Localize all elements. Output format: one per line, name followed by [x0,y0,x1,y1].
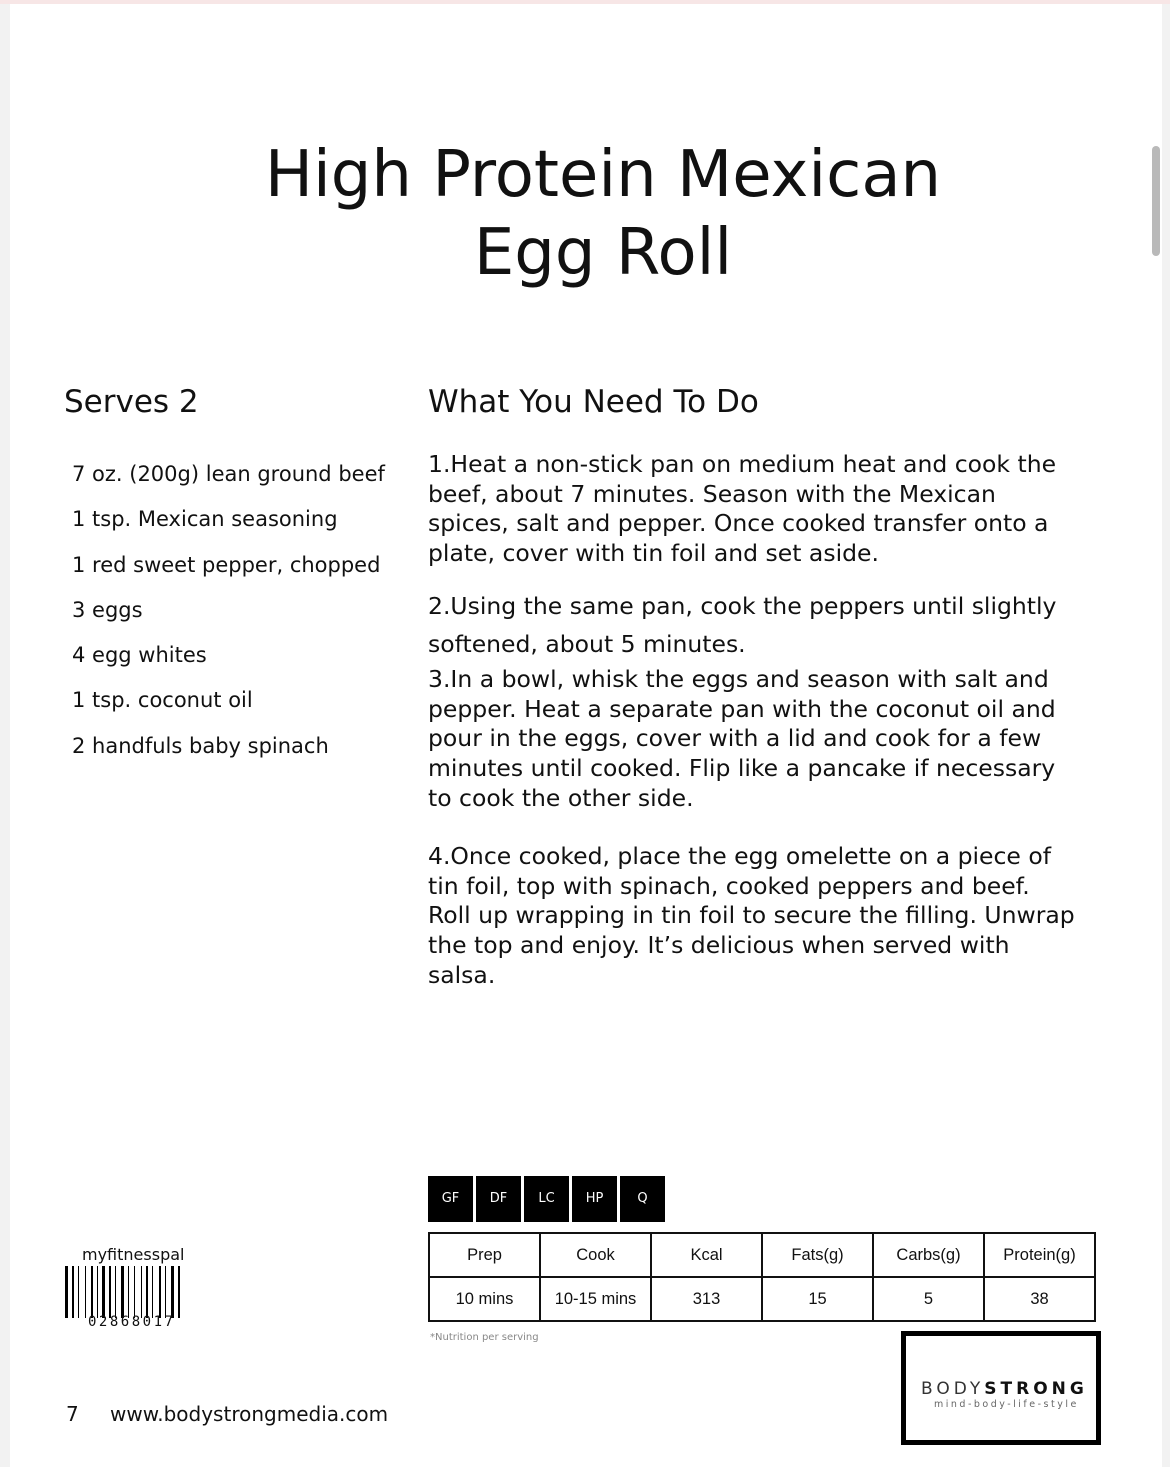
nutrition-value-row [429,1277,1095,1321]
ingredient-item: 2 handfuls baby spinach [72,733,329,758]
step-2: 2.Using the same pan, cook the peppers until slightly softened, about 5 minutes. [428,592,1057,658]
ingredient-item: 1 tsp. coconut oil [72,688,253,713]
barcode-number: 02868017 [88,1314,176,1330]
value-cook: 10-15 mins [540,1277,651,1321]
ingredient-item: 7 oz. (200g) lean ground beef [72,462,385,486]
nutrition-footnote: *Nutrition per serving [430,1332,539,1343]
value-prep: 10 mins [429,1277,540,1321]
recipe-title-line-2: Egg Roll [473,216,733,290]
ingredient-item: 1 tsp. Mexican seasoning [72,507,338,532]
logo-word-body: BODY [921,1379,985,1399]
step-4: 4.Once cooked, place the egg omelette on a piece of tin foil, top with spinach, cooked peppers and beef. Roll up wrapping in tin foil to secure the filling. Unwrap the top and enjoy. It’s delicious when served with salsa. [428,842,1075,989]
recipe-title-line-1: High Protein Mexican [264,138,942,212]
website-link[interactable]: www.bodystrongmedia.com [110,1402,389,1426]
page-number: 7 [66,1402,79,1426]
tag-quick: Q [620,1176,665,1222]
header-protein: Protein(g) [984,1233,1095,1277]
tag-low-carb: LC [524,1176,569,1222]
logo-wordmark [921,1379,1088,1399]
tag-high-protein: HP [572,1176,617,1222]
myfitnesspal-label: myfitnesspal [82,1245,185,1264]
recipe-title [10,136,1170,292]
recipe-page [10,4,1162,1467]
nutrition-table [428,1232,1096,1322]
ingredient-item: 1 red sweet pepper, chopped [72,552,381,577]
scrollbar-thumb[interactable] [1152,146,1160,256]
header-prep: Prep [429,1233,540,1277]
header-kcal: Kcal [651,1233,762,1277]
header-cook: Cook [540,1233,651,1277]
steps-heading: What You Need To Do [428,384,759,420]
value-kcal: 313 [651,1277,762,1321]
bodystrong-logo [901,1331,1101,1445]
serves-heading: Serves 2 [64,384,199,420]
ingredient-item: 3 eggs [72,597,143,622]
logo-word-strong: STRONG [984,1379,1088,1399]
diet-tags [428,1176,668,1222]
ingredients-list [72,456,385,773]
value-protein: 38 [984,1277,1095,1321]
tag-dairy-free: DF [476,1176,521,1222]
logo-tagline: mind-body-life-style [934,1399,1079,1410]
header-carbs: Carbs(g) [873,1233,984,1277]
value-fats: 15 [762,1277,873,1321]
step-1: 1.Heat a non-stick pan on medium heat and cook the beef, about 7 minutes. Season with the Mexican spices, salt and pepper. Once cooked transfer onto a plate, cover with tin foil and set aside. [428,450,1057,568]
header-fats: Fats(g) [762,1233,873,1277]
step-3: 3.In a bowl, whisk the eggs and season with salt and pepper. Heat a separate pan with the coconut oil and pour in the eggs, cover with a lid and cook for a few minutes until cooked. Flip like a pancake if necessary to cook the other side. [428,665,1056,812]
barcode-icon [65,1266,208,1318]
tag-gluten-free: GF [428,1176,473,1222]
nutrition-header-row [429,1233,1095,1277]
ingredient-item: 4 egg whites [72,643,207,668]
value-carbs: 5 [873,1277,984,1321]
